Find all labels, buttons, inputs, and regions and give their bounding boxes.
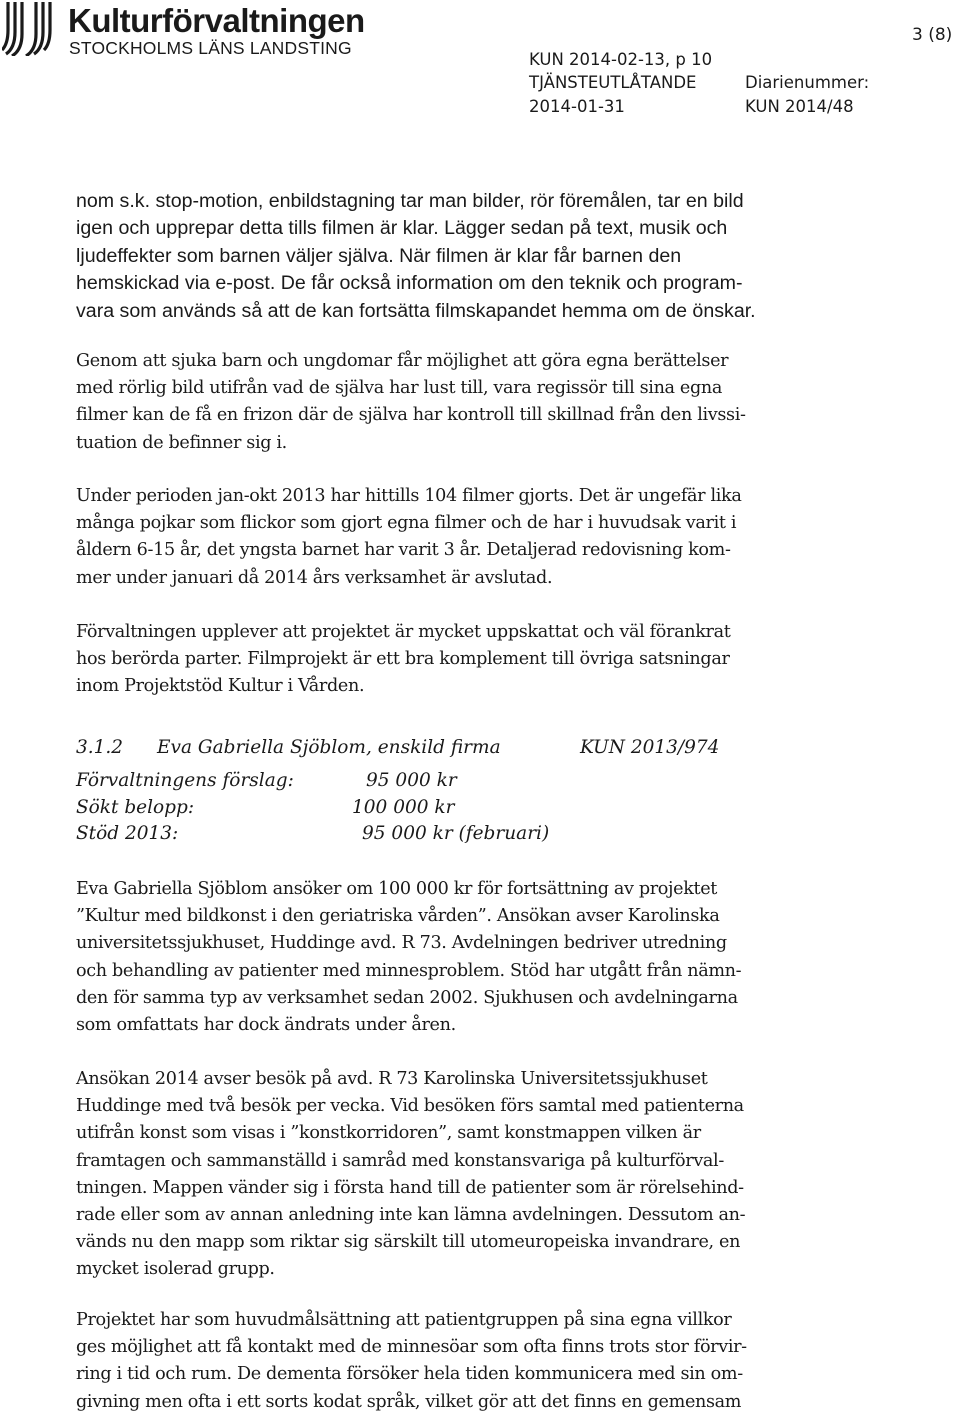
section-case-number: KUN 2013/974 <box>580 737 720 758</box>
text-line: vara som används så att de kan fortsätta filmskapandet hemma om de önskar. <box>76 299 756 322</box>
section-applicant: Eva Gabriella Sjöblom, enskild firma <box>157 737 501 758</box>
paragraph <box>76 483 836 592</box>
text-line: Förvaltningen upplever att projektet är mycket uppskattat och väl förankrat <box>76 622 731 642</box>
text-line: ”Kultur med bildkonst i den geriatriska vården”. Ansökan avser Karolinska <box>76 906 720 927</box>
registration-label: Diarienummer: <box>745 73 870 92</box>
text-line: och behandling av patienter med minnesproblem. Stöd har utgått från nämn- <box>76 960 742 981</box>
logo <box>2 0 374 58</box>
text-line: Genom att sjuka barn och ungdomar får möjlighet att göra egna berättelser <box>76 351 729 371</box>
org-subtitle: STOCKHOLMS LÄNS LANDSTING <box>69 38 352 58</box>
page-number: 3 (8) <box>912 25 953 45</box>
org-name: Kulturförvaltningen <box>68 2 365 39</box>
paragraph <box>76 1066 836 1284</box>
text-line: med rörlig bild utifrån vad de själva har lust till, vara regissör till sina egna <box>76 378 723 399</box>
amount-label: Förvaltningens förslag: <box>76 770 294 791</box>
section-number: 3.1.2 <box>76 737 124 758</box>
text-line: tuation de befinner sig i. <box>76 432 287 453</box>
intro-paragraph <box>76 188 836 325</box>
document-date: 2014-01-31 <box>529 97 625 116</box>
amount-label: Sökt belopp: <box>76 797 195 818</box>
text-line: Eva Gabriella Sjöblom ansöker om 100 000 kr för fortsättning av projektet <box>76 879 718 899</box>
text-line: ges möjlighet att få kontakt med de minnesöar som ofta finns trots stor förvir- <box>76 1337 747 1358</box>
text-line: rade eller som av annan anledning inte kan lämna avdelningen. Dessutom an- <box>76 1205 746 1226</box>
registration-number: KUN 2014/48 <box>745 97 854 116</box>
landsting-logo-icon <box>2 0 66 56</box>
text-line: tningen. Mappen vänder sig i första hand till de patienter som är rörelsehind- <box>76 1177 744 1198</box>
text-line: utifrån konst som visas i ”konstkorridoren”, samt konstmappen vilken är <box>76 1123 701 1144</box>
paragraph <box>76 876 836 1039</box>
text-line: nom s.k. stop-motion, enbildstagning tar man bilder, rör föremålen, tar en bild <box>76 190 744 212</box>
text-line: mycket isolerad grupp. <box>76 1259 275 1280</box>
amount-value: 95 000 kr (februari) <box>362 823 550 844</box>
paragraph <box>76 348 836 457</box>
paragraph <box>76 1307 836 1416</box>
text-line: universitetssjukhuset, Huddinge avd. R 73. Avdelningen bedriver utredning <box>76 933 727 954</box>
document-type: TJÄNSTEUTLÅTANDE <box>529 73 697 92</box>
amount-value: 100 000 kr <box>352 797 455 818</box>
text-line: igen och upprepar detta tills filmen är klar. Lägger sedan på text, musik och <box>76 217 728 240</box>
text-line: vänds nu den mapp som riktar sig särskilt till utomeuropeiska invandrare, en <box>76 1232 741 1253</box>
text-line: Ansökan 2014 avser besök på avd. R 73 Karolinska Universitetssjukhuset <box>76 1069 708 1089</box>
text-line: den för samma typ av verksamhet sedan 2002. Sjukhusen och avdelningarna <box>76 987 738 1008</box>
text-line: hemskickad via e-post. De får också information om den teknik och program- <box>76 272 743 295</box>
text-line: framtagen och sammanställd i samråd med konstansvariga på kulturförval- <box>76 1150 724 1171</box>
paragraph <box>76 619 836 701</box>
text-line: inom Projektstöd Kultur i Vården. <box>76 676 365 697</box>
text-line: givning men ofta i ett sorts kodat språk, vilket gör att det finns en gemensam <box>76 1391 742 1412</box>
text-line: hos berörda parter. Filmprojekt är ett bra komplement till övriga satsningar <box>76 649 730 670</box>
text-line: filmer kan de få en frizon där de själva har kontroll till skillnad från den livssi- <box>76 405 746 426</box>
text-line: Under perioden jan-okt 2013 har hittills 104 filmer gjorts. Det är ungefär lika <box>76 486 742 506</box>
text-line: åldern 6-15 år, det yngsta barnet har varit 3 år. Detaljerad redovisning kom- <box>76 540 731 561</box>
text-line: Huddinge med två besök per vecka. Vid besöken förs samtal med patienterna <box>76 1096 744 1117</box>
text-line: Projektet har som huvudmålsättning att patientgruppen på sina egna villkor <box>76 1310 732 1330</box>
amount-value: 95 000 kr <box>366 770 457 791</box>
text-line: som omfattats har dock ändrats under åren. <box>76 1015 456 1036</box>
text-line: många pojkar som flickor som gjort egna filmer och de har i huvudsak varit i <box>76 513 737 534</box>
text-line: ljudeffekter som barnen väljer själva. När filmen är klar får barnen den <box>76 244 682 267</box>
text-line: mer under januari då 2014 års verksamhet är avslutad. <box>76 567 553 588</box>
amount-label: Stöd 2013: <box>76 823 179 844</box>
text-line: ring i tid och rum. De dementa försöker hela tiden kommunicera med sin om- <box>76 1364 743 1385</box>
meeting-reference: KUN 2014-02-13, p 10 <box>529 50 713 69</box>
